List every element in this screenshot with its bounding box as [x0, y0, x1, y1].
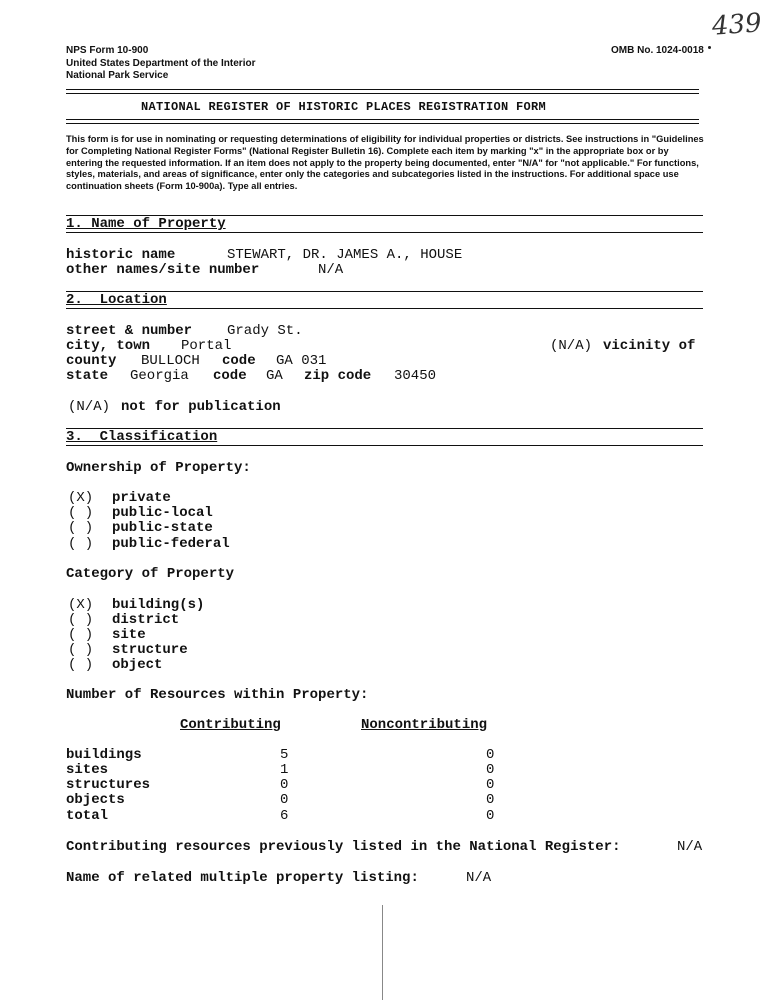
- category-mark-structure[interactable]: ( ): [68, 642, 94, 658]
- ownership-mark-public-local[interactable]: ( ): [68, 505, 94, 521]
- publication-mark: (N/A): [68, 399, 111, 415]
- county-label: county: [66, 353, 117, 369]
- ownership-mark-private[interactable]: (X): [68, 490, 94, 506]
- resources-row-label: total: [66, 808, 109, 824]
- resources-label: Number of Resources within Property:: [66, 687, 369, 703]
- resources-row-noncontributing: 0: [486, 747, 495, 763]
- ownership-label: Ownership of Property:: [66, 460, 251, 476]
- other-names-value: N/A: [318, 262, 344, 278]
- section3-heading: 3. Classification: [66, 429, 218, 445]
- state-code-value: GA: [266, 368, 283, 384]
- resources-row-noncontributing: 0: [486, 762, 495, 778]
- county-code-label: code: [222, 353, 256, 369]
- agency-line-1: United States Department of the Interior: [66, 58, 256, 69]
- other-names-label: other names/site number: [66, 262, 260, 278]
- historic-name-label: historic name: [66, 247, 176, 263]
- scan-artifact-line: [382, 905, 383, 1000]
- title-rule-bottom-2: [66, 123, 699, 124]
- resources-row-contributing: 1: [280, 762, 289, 778]
- category-mark-site[interactable]: ( ): [68, 627, 94, 643]
- ownership-label-public-federal: public-federal: [112, 536, 230, 552]
- category-mark-district[interactable]: ( ): [68, 612, 94, 628]
- category-label-object: object: [112, 657, 163, 673]
- form-title: NATIONAL REGISTER OF HISTORIC PLACES REGISTRATION FORM: [141, 100, 547, 114]
- state-label: state: [66, 368, 109, 384]
- ink-dot: [708, 46, 711, 49]
- street-value: Grady St.: [227, 323, 303, 339]
- omb-number: OMB No. 1024-0018: [611, 45, 704, 56]
- publication-label: not for publication: [121, 399, 281, 415]
- city-value: Portal: [181, 338, 232, 354]
- resources-row-label: structures: [66, 777, 151, 793]
- vicinity-mark: (N/A): [550, 338, 593, 354]
- resources-row-noncontributing: 0: [486, 792, 495, 808]
- title-rule-top-2: [66, 93, 699, 94]
- section2-rule-bottom: [66, 308, 703, 309]
- resources-row-contributing: 5: [280, 747, 289, 763]
- agency-line-2: National Park Service: [66, 70, 169, 81]
- category-label-building: building(s): [112, 597, 205, 613]
- category-label: Category of Property: [66, 566, 235, 582]
- resources-row-noncontributing: 0: [486, 777, 495, 793]
- zip-value: 30450: [394, 368, 437, 384]
- category-label-site: site: [112, 627, 146, 643]
- resources-row-contributing: 6: [280, 808, 289, 824]
- historic-name-value: STEWART, DR. JAMES A., HOUSE: [227, 247, 463, 263]
- previously-listed-label: Contributing resources previously listed in the National Register:: [66, 839, 621, 855]
- resources-row-contributing: 0: [280, 777, 289, 793]
- ownership-label-public-state: public-state: [112, 520, 213, 536]
- column-header-noncontributing: Noncontributing: [361, 717, 488, 733]
- resources-row-label: buildings: [66, 747, 142, 763]
- state-code-label: code: [213, 368, 247, 384]
- title-rule-top-1: [66, 89, 699, 90]
- category-label-structure: structure: [112, 642, 188, 658]
- category-label-district: district: [112, 612, 180, 628]
- section2-heading: 2. Location: [66, 292, 167, 308]
- multiple-listing-label: Name of related multiple property listing:: [66, 870, 419, 886]
- vicinity-label: vicinity of: [603, 338, 696, 354]
- section3-rule-bottom: [66, 445, 703, 446]
- resources-row-contributing: 0: [280, 792, 289, 808]
- ownership-label-public-local: public-local: [112, 505, 213, 521]
- form-number: NPS Form 10-900: [66, 45, 149, 56]
- section1-rule-bottom: [66, 232, 703, 233]
- column-header-contributing: Contributing: [180, 717, 281, 733]
- ownership-mark-public-federal[interactable]: ( ): [68, 536, 94, 552]
- resources-row-noncontributing: 0: [486, 808, 495, 824]
- section1-heading: 1. Name of Property: [66, 216, 226, 232]
- handwritten-page-number: 439: [711, 8, 763, 42]
- multiple-listing-value: N/A: [466, 870, 492, 886]
- resources-row-label: sites: [66, 762, 109, 778]
- city-label: city, town: [66, 338, 151, 354]
- street-label: street & number: [66, 323, 193, 339]
- county-value: BULLOCH: [141, 353, 200, 369]
- state-value: Georgia: [130, 368, 189, 384]
- category-mark-building[interactable]: (X): [68, 597, 94, 613]
- category-mark-object[interactable]: ( ): [68, 657, 94, 673]
- title-rule-bottom-1: [66, 119, 699, 120]
- instructions-paragraph: This form is for use in nominating or requesting determinations of eligibility for individual properties or districts. See instructions in "Guidelines for Completing National Register Forms" (National Register Bulletin 16). Complete each item by marking "x" in the appropriate box or by entering the requested information. If an item does not apply to the property being documented, enter "N/A" for "not applicable." For functions, styles, materials, and areas of significance, enter only the categories and subcategories listed in the instructions. For additional space use continuation sheets (Form 10-900a). Type all entries.: [66, 134, 704, 192]
- county-code-value: GA 031: [276, 353, 327, 369]
- ownership-mark-public-state[interactable]: ( ): [68, 520, 94, 536]
- zip-label: zip code: [304, 368, 372, 384]
- resources-row-label: objects: [66, 792, 125, 808]
- previously-listed-value: N/A: [677, 839, 703, 855]
- ownership-label-private: private: [112, 490, 171, 506]
